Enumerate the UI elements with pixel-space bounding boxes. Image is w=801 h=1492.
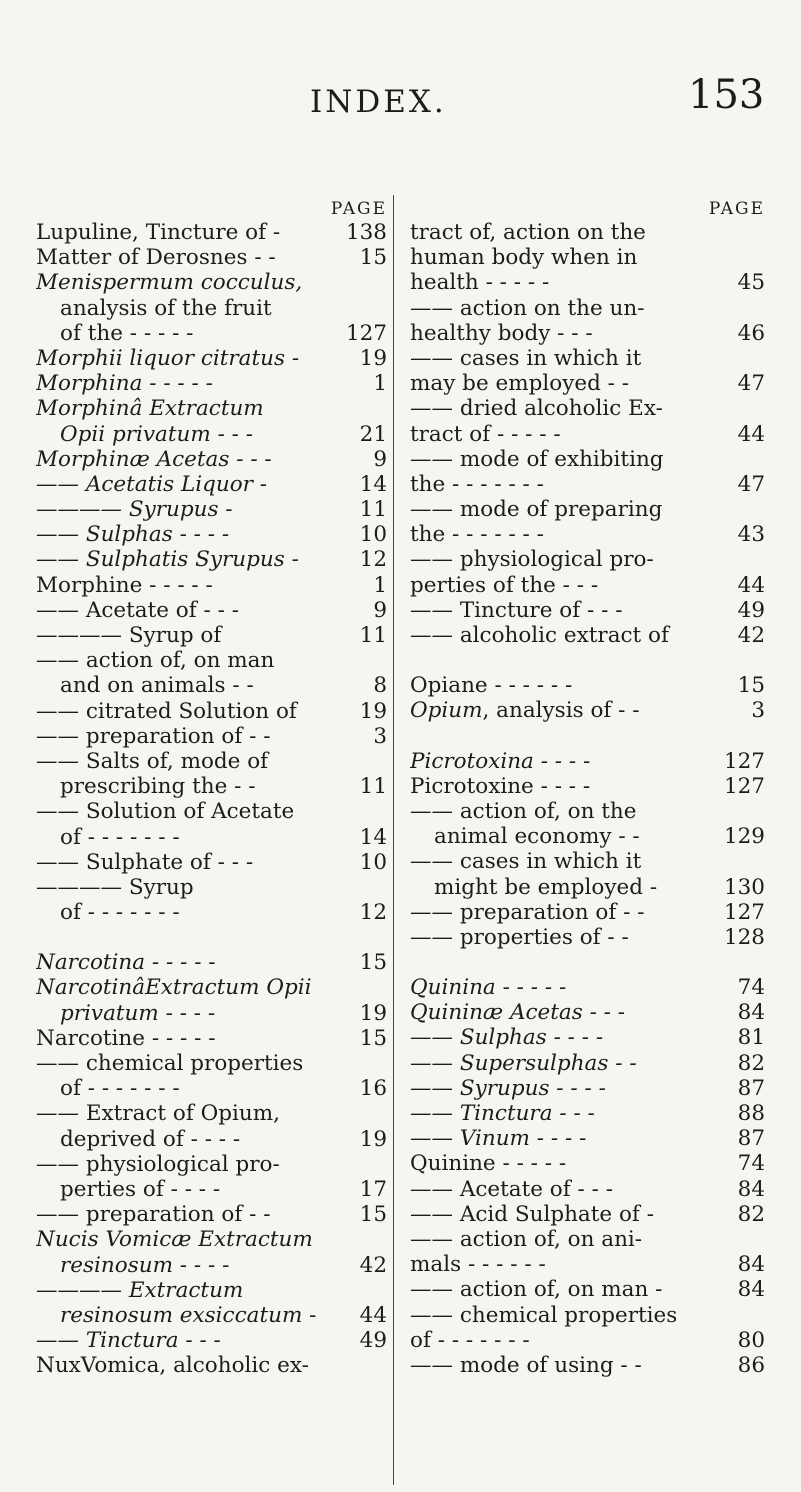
entry-text: Lupuline, Tincture of - (36, 220, 281, 245)
index-entry (36, 673, 387, 698)
entry-text: —— chemical properties (36, 1051, 304, 1076)
entry-text: —— Acetatis Liquor - (36, 471, 268, 497)
entry-page-number: 21 (359, 421, 387, 447)
entry-text: of the - - - - - (60, 320, 194, 346)
index-entry (36, 346, 387, 371)
entry-text: —— Supersulphas - - (410, 1050, 637, 1076)
entry-text: —— Acid Sulphate of - (410, 1201, 654, 1227)
entry-text: health - - - - - (410, 270, 550, 296)
entry-text: Menispermum cocculus, (36, 270, 303, 296)
index-entry (410, 447, 765, 472)
index-entry (410, 749, 765, 774)
entry-text: analysis of the fruit (60, 295, 272, 321)
entry-text: Quinina - - - - - (410, 975, 567, 1001)
index-entry (410, 623, 765, 648)
index-entry (410, 1328, 765, 1353)
index-entry (36, 1101, 387, 1126)
entry-page-number: 127 (723, 773, 765, 799)
entry-page-number: 87 (737, 1075, 765, 1101)
entry-page-number: 87 (737, 1126, 765, 1152)
entry-text: —— Sulphatis Syrupus - (36, 547, 299, 573)
entry-text: —— Sulphas - - - - (410, 1025, 604, 1051)
index-entry (36, 825, 387, 850)
entry-text: prescribing the - - (60, 774, 256, 800)
entry-text: of - - - - - - - (60, 900, 180, 926)
index-entry (36, 1026, 387, 1051)
index-column-right (410, 198, 765, 1378)
entry-text-italic-lead: Opium (410, 698, 483, 724)
index-entry (410, 1126, 765, 1151)
index-entry (410, 1202, 765, 1227)
entry-text: ———— Syrup of (36, 623, 222, 648)
entry-page-number: 15 (359, 245, 387, 271)
entry-page-number: 44 (359, 1302, 387, 1328)
entry-text: —— Sulphas - - - - (36, 522, 230, 548)
entry-text: —— physiological pro- (410, 547, 654, 573)
index-entry (410, 371, 765, 396)
entry-text: mals - - - - - - (410, 1252, 546, 1278)
index-entry (36, 522, 387, 547)
entry-page-number: 9 (373, 446, 387, 472)
index-entry (410, 346, 765, 371)
entry-text: —— preparation of - - (410, 899, 645, 925)
entry-text: animal economy - - (434, 824, 640, 850)
entry-page-number: 47 (737, 471, 765, 497)
entry-page-number: 16 (359, 1076, 387, 1102)
index-entry (410, 497, 765, 522)
index-entry (36, 1127, 387, 1152)
entry-text: —— Sulphate of - - - (36, 849, 254, 875)
index-entry (410, 422, 765, 447)
index-entry (36, 447, 387, 472)
entry-text: of - - - - - - - (410, 1327, 530, 1353)
entry-page-number: 12 (359, 900, 387, 926)
entry-page-number: 81 (737, 1025, 765, 1051)
index-entry (410, 220, 765, 245)
entry-text: perties of the - - - (410, 572, 599, 598)
entry-text: —— mode of preparing (410, 497, 663, 523)
index-entry (410, 673, 765, 698)
running-head: INDEX. (310, 84, 447, 120)
index-entry (410, 573, 765, 598)
entry-text: —— physiological pro- (36, 1151, 280, 1177)
entry-page-number: 127 (723, 748, 765, 774)
index-entry (36, 1001, 387, 1026)
entry-text: ———— Syrup (36, 874, 194, 900)
index-entry (36, 497, 387, 522)
entry-text: of - - - - - - - (60, 1076, 180, 1102)
entry-text: Nucis Vomicæ Extractum (36, 1227, 313, 1253)
index-entry (410, 1252, 765, 1277)
entry-page-number: 1 (373, 371, 387, 397)
index-entry (36, 1152, 387, 1177)
index-entry (36, 1278, 387, 1303)
entry-text: —— cases in which it (410, 345, 642, 371)
entry-page-number: 44 (737, 572, 765, 598)
entry-page-number: 11 (359, 497, 387, 523)
index-entry (36, 296, 387, 321)
entry-page-number: 49 (359, 1328, 387, 1354)
index-entry (410, 522, 765, 547)
entry-text: Morphinâ Extractum (36, 396, 264, 422)
index-entry (410, 824, 765, 849)
index-entry (36, 422, 387, 447)
entry-text: tract of, action on the (410, 220, 646, 245)
index-entry (36, 950, 387, 975)
entry-page-number: 80 (737, 1327, 765, 1353)
entry-page-number: 17 (359, 1176, 387, 1202)
index-entry (410, 1076, 765, 1101)
index-entry (36, 396, 387, 421)
index-entry (36, 598, 387, 623)
entry-page-number: 43 (737, 522, 765, 548)
index-entry (410, 1151, 765, 1176)
index-entry (36, 799, 387, 824)
entry-text: Opii privatum - - - (60, 421, 254, 447)
entry-page-number: 84 (737, 1000, 765, 1026)
entry-text: Narcotine - - - - - (36, 1025, 216, 1051)
entry-text: —— Acetate of - - - (36, 597, 239, 623)
entry-page-number: 46 (737, 320, 765, 346)
index-entry (36, 1353, 387, 1378)
index-entry (36, 472, 387, 497)
entry-text: —— Syrupus - - - - (410, 1075, 606, 1101)
entry-page-number: 45 (737, 270, 765, 296)
entry-page-number: 19 (359, 698, 387, 724)
column-divider (393, 195, 394, 1485)
index-entry (410, 1277, 765, 1302)
index-entry (410, 849, 765, 874)
entry-text: —— preparation of - - (36, 723, 271, 749)
index-entry (410, 698, 765, 723)
entry-text: —— Salts of, mode of (36, 748, 269, 774)
index-entry (36, 1328, 387, 1353)
entry-text: the - - - - - - - (410, 522, 544, 548)
page-number: 153 (688, 72, 765, 118)
entry-page-number: 42 (359, 1252, 387, 1278)
entry-page-number: 47 (737, 371, 765, 397)
entry-text: Quinine - - - - - (410, 1151, 567, 1177)
entry-text: —— cases in which it (410, 849, 642, 875)
entry-text: perties of - - - - (60, 1176, 221, 1202)
entry-text: privatum - - - - (60, 1000, 216, 1026)
index-entry (410, 1000, 765, 1025)
entry-text: —— mode of exhibiting (410, 446, 664, 472)
entry-page-number: 11 (359, 623, 387, 648)
index-entry (36, 321, 387, 346)
entry-text: resinosum exsiccatum - (60, 1302, 317, 1328)
entry-text: healthy body - - - (410, 320, 593, 346)
index-entry (36, 220, 387, 245)
index-entry (36, 875, 387, 900)
index-entry (410, 875, 765, 900)
index-entry (410, 270, 765, 295)
entry-text: Picrotoxine - - - - (410, 773, 591, 799)
entry-page-number: 88 (737, 1101, 765, 1126)
entry-text: —— Solution of Acetate (36, 799, 295, 825)
entry-page-number: 14 (359, 471, 387, 497)
entry-gap (36, 925, 387, 950)
index-entry (36, 1177, 387, 1202)
entry-text: NuxVomica, alcoholic ex- (36, 1353, 309, 1379)
index-entry (36, 547, 387, 572)
index-entry (410, 1025, 765, 1050)
entry-text: Quininæ Acetas - - - (410, 1000, 626, 1026)
index-entry (36, 371, 387, 396)
entry-page-number: 3 (751, 698, 765, 724)
entry-page-number: 15 (737, 673, 765, 699)
entry-gap (410, 724, 765, 749)
entry-text: ———— Extractum (36, 1277, 244, 1303)
entry-page-number: 9 (373, 597, 387, 623)
index-entry (36, 900, 387, 925)
index-entries-left (36, 220, 387, 1378)
entry-text: Morphina - - - - - (36, 371, 213, 397)
index-entry (410, 925, 765, 950)
entry-page-number: 3 (373, 723, 387, 749)
index-entry (36, 724, 387, 749)
entry-page-number: 74 (737, 975, 765, 1001)
page-column-label: PAGE (708, 199, 765, 219)
index-entry (410, 296, 765, 321)
entry-text: —— action on the un- (410, 295, 645, 321)
entry-page-number: 127 (345, 320, 387, 346)
index-entry (36, 1051, 387, 1076)
entry-text: —— Extract of Opium, (36, 1101, 280, 1127)
entry-page-number: 42 (737, 623, 765, 648)
entry-page-number: 8 (373, 673, 387, 699)
index-entry (36, 270, 387, 295)
index-entry (410, 547, 765, 572)
index-entry (410, 1101, 765, 1126)
index-entry (410, 472, 765, 497)
entry-page-number: 10 (359, 849, 387, 875)
entry-page-number: 82 (737, 1201, 765, 1227)
entry-gap (410, 648, 765, 673)
entry-page-number: 84 (737, 1176, 765, 1202)
entry-text: —— alcoholic extract of (410, 623, 669, 648)
index-entry (410, 1303, 765, 1328)
entry-page-number: 127 (723, 899, 765, 925)
index-entry (36, 975, 387, 1000)
entry-text: —— chemical properties (410, 1302, 678, 1328)
entry-text: Morphinæ Acetas - - - (36, 446, 272, 472)
index-entries-right (410, 220, 765, 1378)
entry-text: —— citrated Solution of (36, 698, 297, 724)
entry-text: Opiane - - - - - - (410, 673, 573, 699)
entry-page-number: 12 (359, 547, 387, 573)
index-entry (410, 1353, 765, 1378)
entry-page-number: 15 (359, 1025, 387, 1051)
entry-text: might be employed - (434, 874, 658, 900)
index-entry (410, 396, 765, 421)
entry-text: and on animals - - (60, 673, 254, 699)
page-header (0, 72, 801, 132)
entry-page-number: 15 (359, 1202, 387, 1228)
entry-text: of - - - - - - - (60, 824, 180, 850)
entry-page-number: 44 (737, 421, 765, 447)
index-entry (36, 774, 387, 799)
entry-text: human body when in (410, 245, 638, 271)
entry-text: —— mode of using - - (410, 1352, 642, 1378)
entry-gap (410, 950, 765, 975)
index-entry (36, 1253, 387, 1278)
entry-text: may be employed - - (410, 371, 630, 397)
entry-text: —— Vinum - - - - (410, 1126, 587, 1152)
index-entry (410, 774, 765, 799)
index-entry (410, 1051, 765, 1076)
entry-page-number: 138 (345, 220, 387, 245)
entry-text: NarcotinâExtractum Opii (36, 975, 312, 1001)
entry-page-number: 130 (723, 874, 765, 900)
index-entry (36, 245, 387, 270)
index-entry (410, 321, 765, 346)
entry-text: ———— Syrupus - (36, 497, 233, 523)
index-entry (36, 1303, 387, 1328)
entry-page-number: 15 (359, 950, 387, 976)
entry-text: —— Tinctura - - - (36, 1328, 221, 1354)
index-column-left (36, 198, 387, 1378)
entry-text: —— properties of - - (410, 924, 629, 950)
entry-text: —— dried alcoholic Ex- (410, 396, 663, 422)
index-entry (410, 975, 765, 1000)
entry-text: —— Tinctura - - - (410, 1101, 595, 1126)
entry-text: Morphii liquor citratus - (36, 345, 300, 371)
entry-page-number: 86 (737, 1352, 765, 1378)
index-entry (410, 1227, 765, 1252)
index-entry (36, 749, 387, 774)
entry-text: —— preparation of - - (36, 1202, 271, 1228)
entry-text: Narcotina - - - - - (36, 950, 216, 976)
entry-page-number: 19 (359, 345, 387, 371)
entry-text: the - - - - - - - (410, 471, 544, 497)
entry-page-number: 128 (723, 924, 765, 950)
entry-text: —— Acetate of - - - (410, 1176, 613, 1202)
entry-page-number: 19 (359, 1126, 387, 1152)
entry-text: —— action of, on man - (410, 1277, 663, 1303)
index-entry (36, 1202, 387, 1227)
entry-text: deprived of - - - - (60, 1126, 241, 1152)
index-entry (410, 598, 765, 623)
entry-text: —— action of, on the (410, 798, 637, 824)
entry-page-number: 49 (737, 597, 765, 623)
entry-page-number: 10 (359, 522, 387, 548)
entry-page-number: 19 (359, 1000, 387, 1026)
entry-text: —— action of, on man (36, 648, 275, 674)
entry-text: —— Tincture of - - - (410, 597, 623, 623)
entry-text: Opium, analysis of - - (410, 698, 640, 724)
entry-page-number: 74 (737, 1151, 765, 1177)
entry-page-number: 84 (737, 1277, 765, 1303)
index-entry (410, 900, 765, 925)
entry-text: Morphine - - - - - (36, 572, 213, 598)
entry-text: Picrotoxina - - - - (410, 748, 591, 774)
entry-text: resinosum - - - - (60, 1252, 230, 1278)
entry-page-number: 14 (359, 824, 387, 850)
entry-page-number: 1 (373, 572, 387, 598)
entry-text: —— action of, on ani- (410, 1226, 643, 1252)
index-entry (36, 648, 387, 673)
index-entry (36, 623, 387, 648)
index-entry (410, 1177, 765, 1202)
index-entry (36, 573, 387, 598)
entry-page-number: 82 (737, 1050, 765, 1076)
entry-text: tract of - - - - - (410, 421, 561, 447)
page-column-label: PAGE (330, 199, 387, 219)
index-entry (36, 850, 387, 875)
entry-page-number: 11 (359, 774, 387, 800)
index-entry (36, 1227, 387, 1252)
index-entry (410, 245, 765, 270)
index-entry (36, 1076, 387, 1101)
index-entry (410, 799, 765, 824)
entry-text: Matter of Derosnes - - (36, 245, 276, 271)
entry-page-number: 84 (737, 1252, 765, 1278)
entry-page-number: 129 (723, 824, 765, 850)
index-entry (36, 699, 387, 724)
